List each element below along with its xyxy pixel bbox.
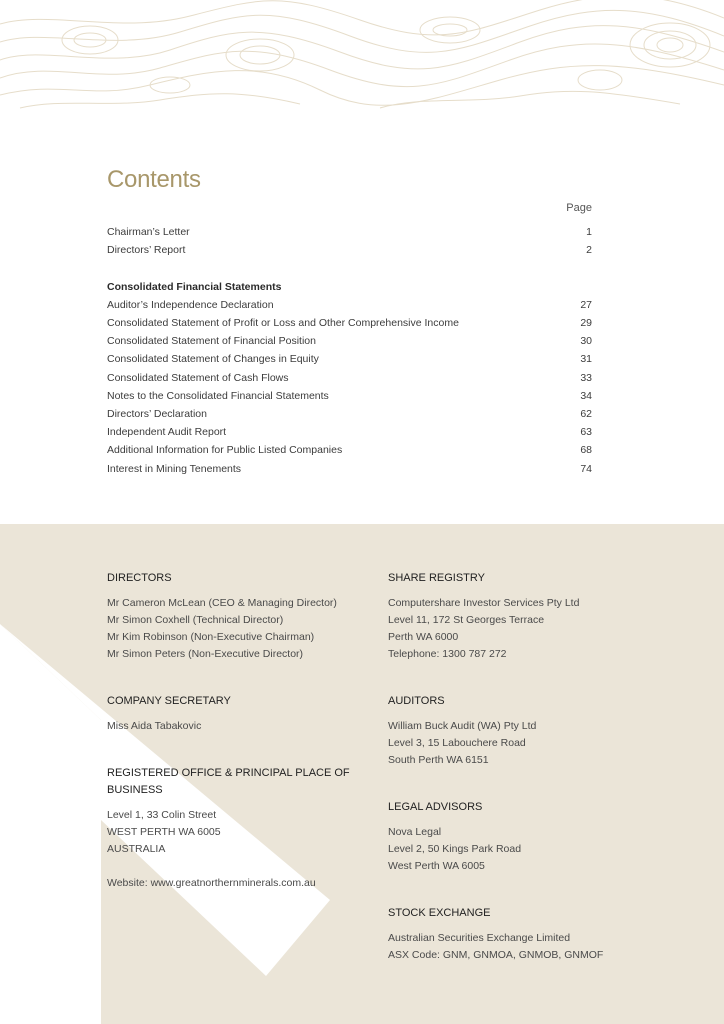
toc-label: Notes to the Consolidated Financial Statements: [107, 390, 329, 402]
toc-label: Chairman’s Letter: [107, 226, 190, 238]
toc-label: Directors’ Declaration: [107, 408, 207, 420]
stock-exchange-line: Australian Securities Exchange Limited: [388, 932, 571, 944]
toc-label: Independent Audit Report: [107, 426, 227, 438]
director-line: Mr Cameron McLean (CEO & Managing Director): [107, 597, 337, 609]
toc-row[interactable]: [107, 353, 592, 369]
company-secretary-line: Miss Aida Tabakovic: [107, 720, 202, 732]
toc-label: Consolidated Statement of Profit or Loss and Other Comprehensive Income: [107, 317, 459, 329]
stock-exchange-heading: STOCK EXCHANGE: [388, 907, 491, 919]
toc-page-number: 33: [580, 372, 592, 384]
toc-row[interactable]: [107, 463, 592, 479]
toc-page-number: 34: [580, 390, 592, 402]
toc-label: Directors’ Report: [107, 244, 186, 256]
toc-page-number: 30: [580, 335, 592, 347]
toc-row[interactable]: [107, 317, 592, 333]
toc-page-number: 74: [580, 463, 592, 475]
auditors-line: Level 3, 15 Labouchere Road: [388, 737, 526, 749]
toc-label: Consolidated Statement of Changes in Equity: [107, 353, 319, 365]
stock-exchange-line: ASX Code: GNM, GNMOA, GNMOB, GNMOF: [388, 949, 604, 961]
registered-office-heading-cont: BUSINESS: [107, 784, 163, 796]
toc-label: Consolidated Statement of Cash Flows: [107, 372, 289, 384]
auditors-heading: AUDITORS: [388, 695, 445, 707]
toc-page-number: 31: [580, 353, 592, 365]
toc-page-number: 62: [580, 408, 592, 420]
toc-label: Interest in Mining Tenements: [107, 463, 242, 475]
toc-label: Consolidated Statement of Financial Position: [107, 335, 316, 347]
company-secretary-heading: COMPANY SECRETARY: [107, 695, 231, 707]
topographic-header-pattern: [0, 0, 724, 110]
toc-page-number: 63: [580, 426, 592, 438]
auditors-line: South Perth WA 6151: [388, 754, 489, 766]
toc-row[interactable]: [107, 335, 592, 351]
legal-advisors-line: Nova Legal: [388, 826, 442, 838]
toc-row[interactable]: [107, 390, 592, 406]
share-registry-line: Computershare Investor Services Pty Ltd: [388, 597, 580, 609]
toc-page-number: 68: [580, 444, 592, 456]
toc-row[interactable]: [107, 372, 592, 388]
page-column-header: Page: [566, 202, 592, 214]
toc-page-number: 2: [586, 244, 592, 256]
director-line: Mr Simon Peters (Non-Executive Director): [107, 648, 304, 660]
toc-page-number: 27: [580, 299, 592, 311]
registered-office-line: WEST PERTH WA 6005: [107, 826, 221, 838]
director-line: Mr Kim Robinson (Non-Executive Chairman): [107, 631, 315, 643]
toc-page-number: 1: [586, 226, 592, 238]
toc-row[interactable]: [107, 408, 592, 424]
directors-heading: DIRECTORS: [107, 572, 172, 584]
legal-advisors-heading: LEGAL ADVISORS: [388, 801, 483, 813]
director-line: Mr Simon Coxhell (Technical Director): [107, 614, 284, 626]
toc-label: Auditor’s Independence Declaration: [107, 299, 274, 311]
share-registry-line: Perth WA 6000: [388, 631, 459, 643]
website-link[interactable]: Website: www.greatnorthernminerals.com.au: [107, 877, 316, 889]
toc-page-number: 29: [580, 317, 592, 329]
toc-label: Additional Information for Public Listed Companies: [107, 444, 343, 456]
toc-row[interactable]: [107, 444, 592, 460]
auditors-line: William Buck Audit (WA) Pty Ltd: [388, 720, 537, 732]
toc-row[interactable]: [107, 226, 592, 242]
toc-row[interactable]: [107, 244, 592, 260]
legal-advisors-line: Level 2, 50 Kings Park Road: [388, 843, 522, 855]
legal-advisors-line: West Perth WA 6005: [388, 860, 485, 872]
toc-row[interactable]: [107, 426, 592, 442]
share-registry-line: Level 11, 172 St Georges Terrace: [388, 614, 545, 626]
registered-office-line: Level 1, 33 Colin Street: [107, 809, 217, 821]
share-registry-line: Telephone: 1300 787 272: [388, 648, 507, 660]
contents-title: Contents: [107, 166, 201, 194]
toc-row[interactable]: [107, 299, 592, 315]
registered-office-heading: REGISTERED OFFICE & PRINCIPAL PLACE OF: [107, 767, 350, 779]
registered-office-line: AUSTRALIA: [107, 843, 166, 855]
toc-section-heading: Consolidated Financial Statements: [107, 281, 282, 293]
share-registry-heading: SHARE REGISTRY: [388, 572, 485, 584]
